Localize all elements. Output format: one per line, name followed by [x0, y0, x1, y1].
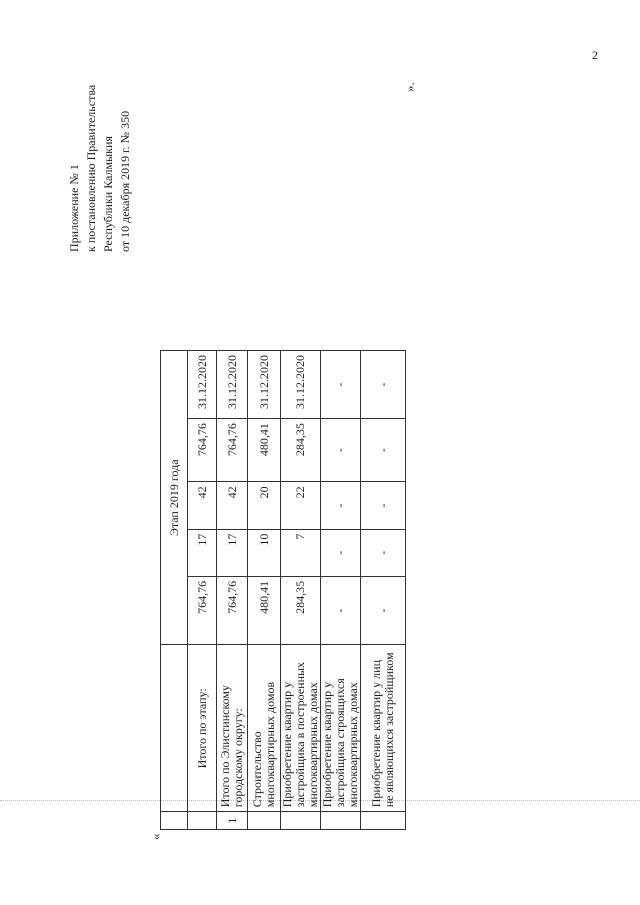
page-number: 2 — [592, 48, 598, 62]
row-name: Приобретение квартир у лиц не являющихся застройщиком — [361, 645, 406, 812]
cell-value: - — [321, 576, 361, 645]
appendix-line: Республики Калмыкия — [101, 136, 115, 252]
row-name: Итого по Элистинскому городскому округу: — [217, 645, 248, 812]
header-empty-cell — [161, 812, 188, 830]
table-row — [248, 351, 281, 830]
cell-value: - — [321, 529, 361, 576]
row-number — [188, 812, 217, 830]
appendix-line: Приложение № 1 — [67, 164, 81, 252]
row-number: 1 — [217, 812, 248, 830]
row-name: Приобретение квартир у застройщика в построенных многоквартирных домах — [281, 645, 321, 812]
cell-date: 31.12.2020 — [188, 351, 217, 419]
cell-value: 10 — [248, 529, 281, 576]
row-number — [248, 812, 281, 830]
cell-value: 480,41 — [248, 576, 281, 645]
stage-title: Этап 2019 года — [161, 351, 188, 645]
header-empty-cell — [161, 645, 188, 812]
cell-value: 42 — [217, 482, 248, 529]
cell-value: 480,41 — [248, 419, 281, 482]
cell-value: - — [361, 576, 406, 645]
cell-value: 7 — [281, 529, 321, 576]
cell-value: 764,76 — [217, 576, 248, 645]
cell-value: 22 — [281, 482, 321, 529]
cell-value: 17 — [188, 529, 217, 576]
row-name: Итого по этапу: — [188, 645, 217, 812]
cell-value: - — [361, 419, 406, 482]
row-number — [281, 812, 321, 830]
cell-value: 42 — [188, 482, 217, 529]
cell-value: 284,35 — [281, 419, 321, 482]
table-row — [361, 351, 406, 830]
opening-quote: « — [148, 833, 163, 840]
cell-value: 764,76 — [217, 419, 248, 482]
appendix-line: к постановлению Правительства — [84, 84, 98, 252]
cell-value: 764,76 — [188, 576, 217, 645]
appendix-line: от 10 декабря 2019 г. № 350 — [118, 110, 132, 252]
row-name: Приобретение квартир у застройщика строящихся многоквартирных домах — [321, 645, 361, 812]
cell-date: 31.12.2020 — [248, 351, 281, 419]
row-number — [321, 812, 361, 830]
row-name: Строительство многоквартирных домов — [248, 645, 281, 812]
table-header-row — [161, 351, 188, 830]
closing-quote: ». — [402, 82, 417, 92]
cell-value: 284,35 — [281, 576, 321, 645]
cell-value: - — [321, 482, 361, 529]
cell-value: 20 — [248, 482, 281, 529]
cell-date: 31.12.2020 — [281, 351, 321, 419]
cell-date: 31.12.2020 — [217, 351, 248, 419]
cell-value: - — [361, 482, 406, 529]
cell-date: - — [361, 351, 406, 419]
table-row — [188, 351, 217, 830]
stage-table — [160, 350, 406, 830]
table-row — [321, 351, 361, 830]
cell-date: - — [321, 351, 361, 419]
appendix-header — [66, 85, 134, 252]
cell-value: 17 — [217, 529, 248, 576]
cell-value: - — [361, 529, 406, 576]
table-row — [217, 351, 248, 830]
row-number — [361, 812, 406, 830]
cell-value: 764,76 — [188, 419, 217, 482]
table-row — [281, 351, 321, 830]
cell-value: - — [321, 419, 361, 482]
